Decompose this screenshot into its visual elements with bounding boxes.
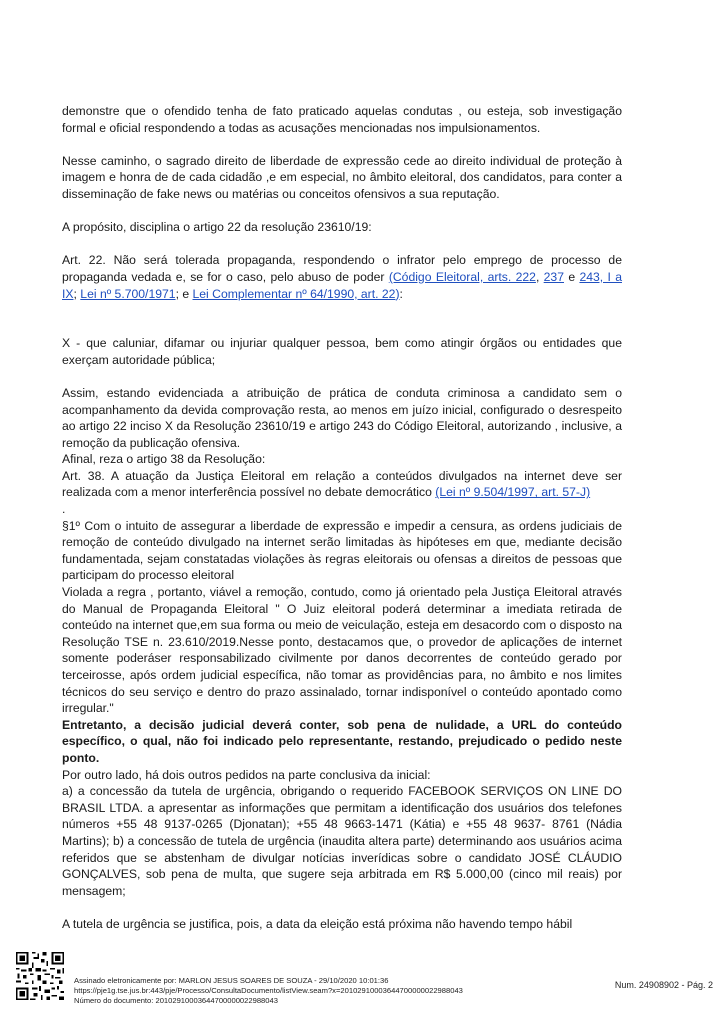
document-body [62, 103, 622, 933]
paragraph: . [62, 502, 66, 517]
link-art-243[interactable]: 243, I a IX [62, 269, 622, 301]
text: ; [73, 286, 81, 301]
paragraph: a) a concessão da tutela de urgência, obrigando o requerido FACEBOOK SERVIÇOS ON LINE DO BRASIL LTDA. a apresentar as informações que permitam a identificação dos usuários dos telefones números +55 48 9137-0265 (Djonatan); +55 48 9663-1471 (Kátia) e +55 48 9637- 8761 (Nádia Martins); b) a concessão de tutela de urgência (inaudita altera parte) determinando aos usuários acima referidos que se abstenham de divulgar notícias inverídicas sobre o candidato JOSÉ CLÁUDIO GONÇALVES, sob pena de multa, que sugere seja arbitrada em R$ 5.000,00 (cinco mil reais) por mensagem; [62, 784, 622, 898]
link-lei-5700[interactable]: Lei nº 5.700/1971 [80, 286, 176, 301]
document-url[interactable]: https://pje1g.tse.jus.br:443/pje/Processo/ConsultaDocumento/listView.seam?x=20102910003644700000022988043 [74, 986, 463, 995]
paragraph-art38 [62, 468, 622, 501]
paragraph: X - que caluniar, difamar ou injuriar qualquer pessoa, bem como atingir órgãos ou entidades que exerçam autoridade pública; [62, 336, 622, 367]
signature-block [74, 976, 463, 1006]
text: , [535, 269, 544, 284]
text: e [564, 269, 580, 284]
text: ; e [175, 286, 193, 301]
page-number: Num. 24908902 - Pág. 2 [614, 980, 713, 990]
signed-by: Assinado eletronicamente por: MARLON JESUS SOARES DE SOUZA - 29/10/2020 10:01:36 [74, 976, 389, 985]
paragraph-art22 [62, 252, 622, 302]
paragraph: Por outro lado, há dois outros pedidos na parte conclusiva da inicial: [62, 767, 431, 782]
text: Art. 38. A atuação da Justiça Eleitoral em relação a conteúdos divulgados na internet deve ser realizada com a menor interferência possível no debate democrático [62, 468, 622, 500]
link-codigo-eleitoral[interactable]: (Código Eleitoral, arts. 222 [388, 269, 536, 284]
paragraph: Assim, estando evidenciada a atribuição de prática de conduta criminosa a candidato sem o acompanhamento da devida comprovação resta, ao menos em juízo inicial, configurado o desrespeito ao artigo 22 inciso X da Resolução 23610/19 e artigo 243 do Código Eleitoral, autorizando , inclusive, a remoção da publicação ofensiva. [62, 385, 622, 450]
paragraph: Violada a regra , portanto, viável a remoção, contudo, como já orientado pela Justiça Eleitoral através do Manual de Propaganda Eleitoral " O Juiz eleitoral poderá determinar a imediata retirada de conteúdo na internet que,em sua forma ou meio de veiculação, esteja em desacordo com o disposto na Resolução TSE n. 23.610/2019.Nesse ponto, destacamos que, o provedor de aplicações de internet somente poderáser responsabilizado civilmente por danos decorrentes de conteúdo gerado por terceirosse, após ordem judicial específica, não tomar as providências para, no âmbito e nos limites técnicos do seu serviço e dentro do prazo assinalado, tornar indisponível o conteúdo apontado como irregular." [62, 585, 622, 716]
paragraph: Nesse caminho, o sagrado direito de liberdade de expressão cede ao direito individual de proteção à imagem e honra de de cada cidadão ,e em especial, no âmbito eleitoral, dos candidatos, para conter a disseminação de fake news ou matérias ou conceitos ofensivos a sua reputação. [62, 153, 622, 201]
paragraph: §1º Com o intuito de assegurar a liberdade de expressão e impedir a censura, as ordens judiciais de remoção de conteúdo divulgado na internet serão limitadas às hipóteses em que, mediante decisão fundamentada, sejam constatadas violações às regras eleitorais ou ofensas a direitos de pessoas que participam do processo eleitoral [62, 518, 622, 583]
text: : [399, 286, 403, 301]
link-lei-9504[interactable]: (Lei nº 9.504/1997, art. 57-J) [435, 485, 591, 500]
document-number: Número do documento: 20102910003644700000022988043 [74, 996, 278, 1005]
paragraph: A propósito, disciplina o artigo 22 da resolução 23610/19: [62, 220, 372, 235]
paragraph: demonstre que o ofendido tenha de fato praticado aquelas condutas , ou esteja, sob investigação formal e oficial respondendo a todas as acusações mencionadas nos impulsionamentos. [62, 104, 622, 135]
paragraph: A tutela de urgência se justifica, pois, a data da eleição está próxima não havendo tempo hábil [62, 916, 573, 931]
link-art-237[interactable]: 237 [543, 269, 564, 284]
link-lc-64[interactable]: Lei Complementar nº 64/1990, art. 22) [192, 286, 400, 301]
paragraph: Afinal, reza o artigo 38 da Resolução: [62, 452, 266, 467]
document-footer [0, 950, 723, 1024]
text: Art. 22. Não será tolerada propaganda, respondendo o infrator pelo emprego de processo de propaganda vedada e, se for o caso, pelo abuso de poder [62, 253, 622, 284]
paragraph-bold: Entretanto, a decisão judicial deverá conter, sob pena de nulidade, a URL do conteúdo específico, o qual, não foi indicado pelo representante, restando, prejudicado o pedido neste ponto. [62, 717, 622, 765]
qr-code-icon [14, 950, 66, 1002]
